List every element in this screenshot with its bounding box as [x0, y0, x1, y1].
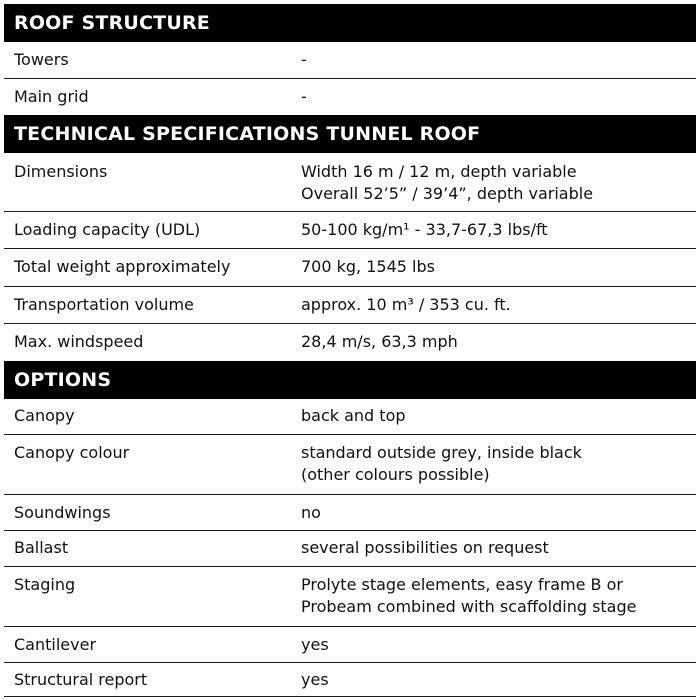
- section-header-options: OPTIONS: [4, 361, 696, 399]
- row-value: several possibilities on request: [301, 538, 549, 557]
- row-value-line: Prolyte stage elements, easy frame B or: [301, 575, 623, 594]
- row-label: Cantilever: [14, 635, 97, 654]
- row-value: yes: [301, 670, 329, 689]
- row-value: -: [301, 50, 307, 69]
- row-value: yes: [301, 635, 329, 654]
- row-value: no: [301, 503, 321, 522]
- section-header-roof-structure: ROOF STRUCTURE: [4, 4, 696, 42]
- spec-row-structural-report: [4, 663, 696, 697]
- row-value: [301, 161, 691, 205]
- row-value-line: Probeam combined with scaffolding stage: [301, 597, 637, 616]
- row-value: -: [301, 87, 307, 106]
- row-value: 28,4 m/s, 63,3 mph: [301, 332, 458, 351]
- row-label: Transportation volume: [14, 295, 194, 314]
- row-value-line: standard outside grey, inside black: [301, 443, 582, 462]
- spec-row-loading-capacity: [4, 212, 696, 249]
- spec-row-max-windspeed: [4, 324, 696, 361]
- row-value-line: Width 16 m / 12 m, depth variable: [301, 162, 577, 181]
- spec-row-ballast: [4, 531, 696, 567]
- spec-row-main-grid: [4, 79, 696, 115]
- row-value: approx. 10 m³ / 353 cu. ft.: [301, 295, 511, 314]
- row-label: Main grid: [14, 87, 89, 106]
- row-label: Loading capacity (UDL): [14, 220, 201, 239]
- row-label: Soundwings: [14, 503, 111, 522]
- spec-row-staging: [4, 567, 696, 627]
- spec-row-canopy: [4, 399, 696, 435]
- row-label: Max. windspeed: [14, 332, 144, 351]
- spec-row-total-weight: [4, 249, 696, 287]
- row-value: [301, 442, 691, 486]
- row-value-line: (other colours possible): [301, 465, 490, 484]
- row-value: back and top: [301, 406, 406, 425]
- row-label: Towers: [14, 50, 69, 69]
- row-label: Staging: [14, 575, 76, 594]
- spec-row-transportation-volume: [4, 287, 696, 324]
- spec-row-dimensions: [4, 153, 696, 212]
- spec-row-towers: [4, 42, 696, 79]
- spec-row-canopy-colour: [4, 435, 696, 495]
- row-value: 700 kg, 1545 lbs: [301, 257, 435, 276]
- row-value: 50-100 kg/m¹ - 33,7-67,3 lbs/ft: [301, 220, 548, 239]
- row-label: Canopy colour: [14, 443, 130, 462]
- row-label: Dimensions: [14, 162, 108, 181]
- row-label: Canopy: [14, 406, 75, 425]
- spec-row-cantilever: [4, 627, 696, 663]
- row-label: Structural report: [14, 670, 148, 689]
- spec-row-soundwings: [4, 495, 696, 531]
- row-value-line: Overall 52’5” / 39’4”, depth variable: [301, 184, 594, 203]
- section-header-technical-specifications: TECHNICAL SPECIFICATIONS TUNNEL ROOF: [4, 115, 696, 153]
- row-label: Total weight approximately: [14, 257, 231, 276]
- row-value: [301, 574, 691, 618]
- row-label: Ballast: [14, 538, 69, 557]
